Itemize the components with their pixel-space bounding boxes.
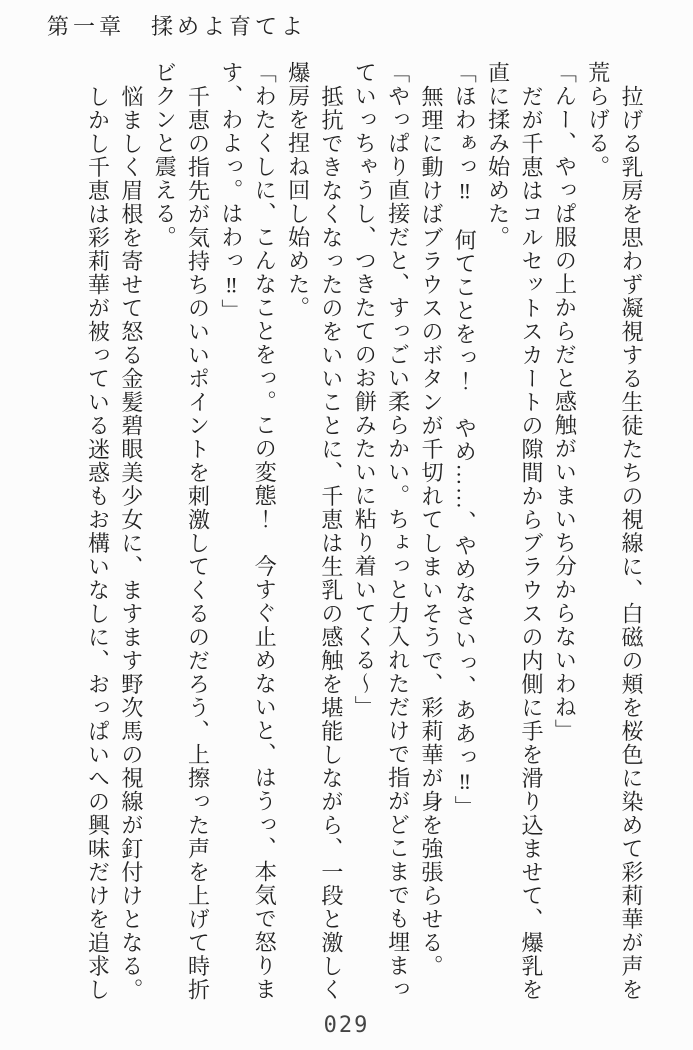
paragraph: 拉げる乳房を思わず凝視する生徒たちの視線に、白磁の頬を桜色に染めて彩莉華が声を荒らげる。 bbox=[585, 61, 644, 1001]
paragraph: 抵抗できなくなったのをいいことに、千恵は生乳の感触を堪能しながら、一段と激しく爆房を捏ね回し始めた。 bbox=[285, 61, 344, 1001]
paragraph: 「わたくしに、こんなことをっ。この変態！ 今すぐ止めないと、はうっ、本気で怒ります、わよっ。はわっ‼」 bbox=[218, 61, 278, 1001]
paragraph: 無理に動けばブラウスのボタンが千切れてしまいそうで、彩莉華が身を強張らせる。 bbox=[418, 84, 444, 978]
body-text bbox=[81, 61, 648, 1006]
paragraph: だが千恵はコルセットスカートの隙間からブラウスの内側に手を滑り込ませて、爆乳を直に揉み始めた。 bbox=[485, 61, 544, 1001]
paragraph: 「やっぱり直接だと、すっごい柔らかい。ちょっと力入れただけで指がどこまでも埋まっていっちゃうし、つきたてのお餅みたいに粘り着いてくる〜」 bbox=[352, 61, 411, 1001]
paragraph: 「ほわぁっ‼ 何てことをっ！ やめ……、やめなさいっ、ああっ‼」 bbox=[452, 61, 478, 819]
paragraph: 悩ましく眉根を寄せて怒る金髪碧眼美少女に、ますます野次馬の視線が釘付けとなる。 bbox=[118, 84, 144, 1001]
paragraph: しかし千恵は彩莉華が被っている迷惑もお構いなしに、おっぱいへの興味だけを追求し bbox=[85, 84, 111, 1001]
page-number: 029 bbox=[323, 1013, 370, 1038]
paragraph: 千恵の指先が気持ちのいいポイントを刺激してくるのだろう、上擦った声を上げて時折ビクンと震える。 bbox=[152, 61, 211, 1001]
paragraph: 「んー、やっぱ服の上からだと感触がいまいち分からないわね」 bbox=[552, 61, 578, 743]
chapter-header: 第一章 揉めよ育てよ bbox=[47, 14, 308, 39]
